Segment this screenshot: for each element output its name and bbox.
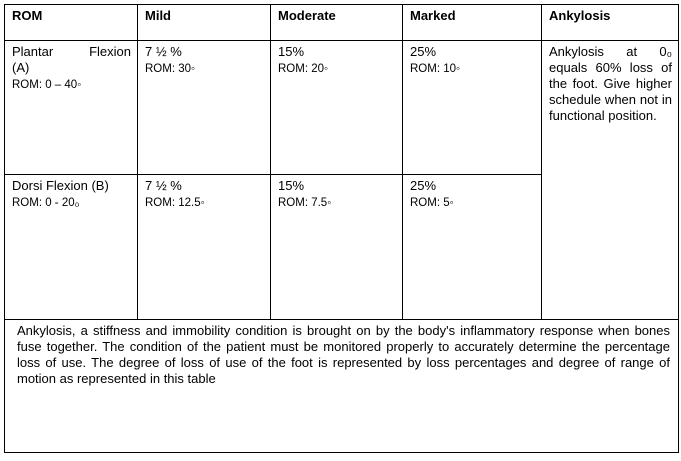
- header-rom: ROM: [5, 5, 138, 41]
- cell-percent: 7 ½ %: [145, 178, 182, 193]
- cell-marked: [403, 175, 542, 320]
- header-mild: Mild: [138, 5, 271, 41]
- ankylosis-cell: Ankylosis at 0₀ equals 60% loss of the foot. Give higher schedule when not in functional position.: [542, 41, 679, 320]
- cell-percent: 7 ½ %: [145, 44, 182, 59]
- footer-row: [5, 320, 679, 453]
- row-label-plantar-flexion: [5, 41, 138, 175]
- cell-percent: 15%: [278, 44, 305, 59]
- row-label-line1: Plantar: [12, 44, 54, 59]
- cell-mild: [138, 175, 271, 320]
- header-moderate: Moderate: [271, 5, 403, 41]
- cell-rom: ROM: 20◦: [278, 63, 329, 75]
- row-label-line1b: Flexion: [89, 44, 131, 59]
- cell-percent: 15%: [278, 178, 305, 193]
- row-label-line2: (A): [12, 60, 30, 75]
- row-label-dorsi-flexion: [5, 175, 138, 320]
- header-ankylosis: Ankylosis: [542, 5, 679, 41]
- row-label-line1: Dorsi Flexion (B): [12, 178, 109, 193]
- header-marked: Marked: [403, 5, 542, 41]
- cell-rom: ROM: 12.5◦: [145, 197, 205, 209]
- footer-note: Ankylosis, a stiffness and immobility condition is brought on by the body's inflammatory response when bones fuse together. The condition of the patient must be monitored properly to accurately determine the percentage loss of use. The degree of loss of use of the foot is represented by loss percentages and degree of range of motion as represented in this table: [5, 320, 679, 453]
- table-row: [5, 41, 679, 175]
- cell-percent: 25%: [410, 44, 437, 59]
- cell-rom: ROM: 5◦: [410, 197, 454, 209]
- rom-table: [4, 4, 679, 453]
- cell-rom: ROM: 7.5◦: [278, 197, 332, 209]
- row-label-rom: ROM: 0 - 20₀: [12, 197, 80, 209]
- cell-mild: [138, 41, 271, 175]
- cell-rom: ROM: 30◦: [145, 63, 196, 75]
- row-label-rom: ROM: 0 – 40◦: [12, 79, 82, 91]
- header-row: [5, 5, 679, 41]
- cell-percent: 25%: [410, 178, 437, 193]
- cell-moderate: [271, 41, 403, 175]
- cell-marked: [403, 41, 542, 175]
- cell-moderate: [271, 175, 403, 320]
- cell-rom: ROM: 10◦: [410, 63, 461, 75]
